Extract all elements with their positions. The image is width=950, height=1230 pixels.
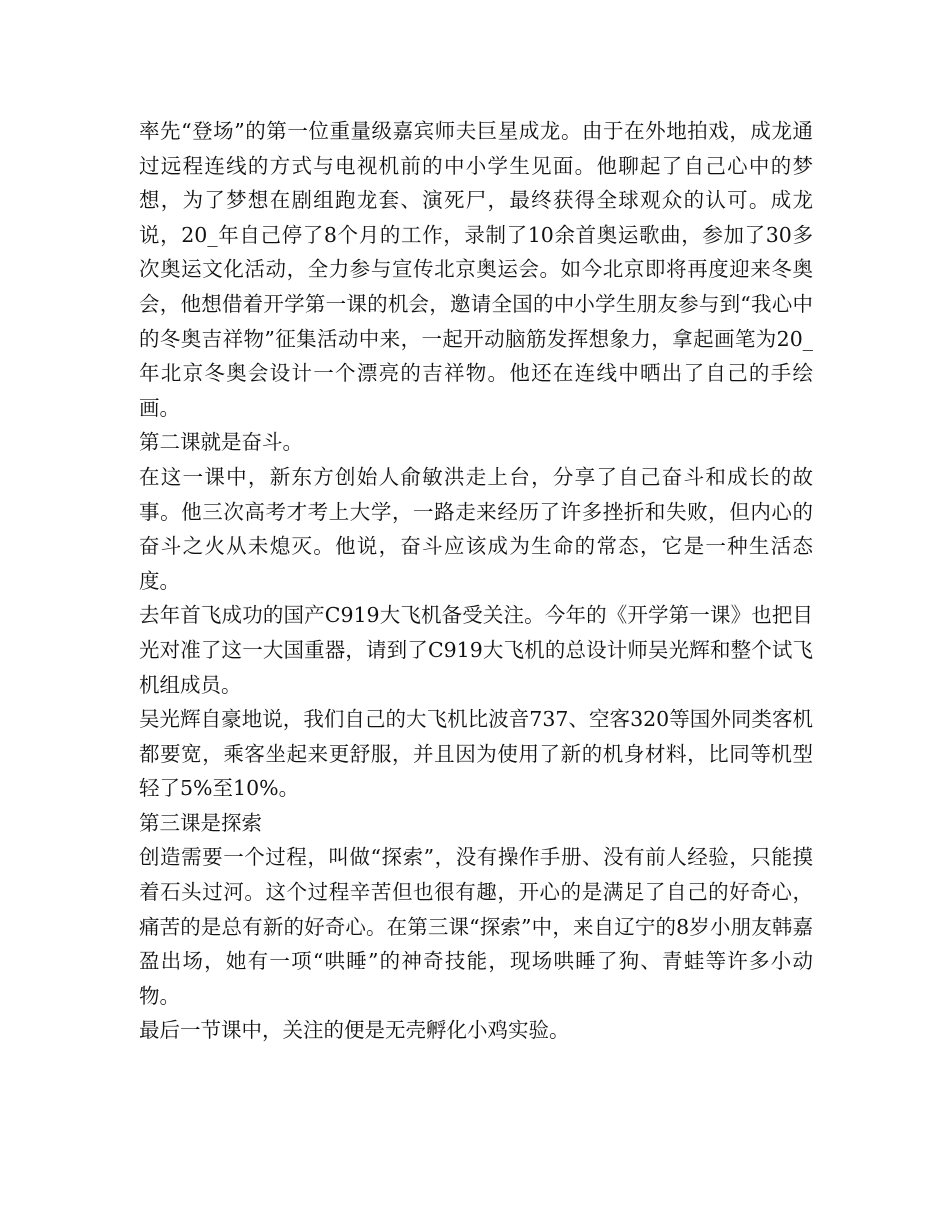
document-body xyxy=(139,114,813,1048)
paragraph-yu-minhong: 在这一课中，新东方创始人俞敏洪走上台，分享了自己奋斗和成长的故事。他三次高考才考上大学，一路走来经历了许多挫折和失败，但内心的奋斗之火从未熄灭。他说，奋斗应该成为生命的常态，它是一种生活态度。 xyxy=(139,464,813,593)
paragraph-wu-guanghui: 吴光辉自豪地说，我们自己的大飞机比波音737、空客320等国外同类客机都要宽，乘客坐起来更舒服，并且因为使用了新的机身材料，比同等机型轻了5%至10%。 xyxy=(139,707,813,801)
paragraph-exploration: 创造需要一个过程，叫做“探索”，没有操作手册、没有前人经验，只能摸着石头过河。这个过程辛苦但也很有趣，开心的是满足了自己的好奇心，痛苦的是总有新的好奇心。在第三课“探索”中，来自辽宁的8岁小朋友韩嘉盈出场，她有一项“哄睡”的神奇技能，现场哄睡了狗、青蛙等许多小动物。 xyxy=(139,845,813,1008)
paragraph-final-lesson: 最后一节课中，关注的便是无壳孵化小鸡实验。 xyxy=(139,1018,570,1043)
paragraph-lesson-two-heading: 第二课就是奋斗。 xyxy=(139,430,303,455)
paragraph-c919-intro: 去年首飞成功的国产C919大飞机备受关注。今年的《开学第一课》也把目光对准了这一大国重器，请到了C919大飞机的总设计师吴光辉和整个试飞机组成员。 xyxy=(139,603,813,697)
paragraph-jackie-chan: 率先“登场”的第一位重量级嘉宾师夫巨星成龙。由于在外地拍戏，成龙通过远程连线的方式与电视机前的中小学生见面。他聊起了自己心中的梦想，为了梦想在剧组跑龙套、演死尸，最终获得全球观众的认可。成龙说，20_年自己停了8个月的工作，录制了10余首奥运歌曲，参加了30多次奥运文化活动，全力参与宣传北京奥运会。如今北京即将再度迎来冬奥会，他想借着开学第一课的机会，邀请全国的中小学生朋友参与到“我心中的冬奥吉祥物”征集活动中来，一起开动脑筋发挥想象力，拿起画笔为20_年北京冬奥会设计一个漂亮的吉祥物。他还在连线中晒出了自己的手绘画。 xyxy=(139,119,813,420)
paragraph-lesson-three-heading: 第三课是探索 xyxy=(139,810,262,835)
